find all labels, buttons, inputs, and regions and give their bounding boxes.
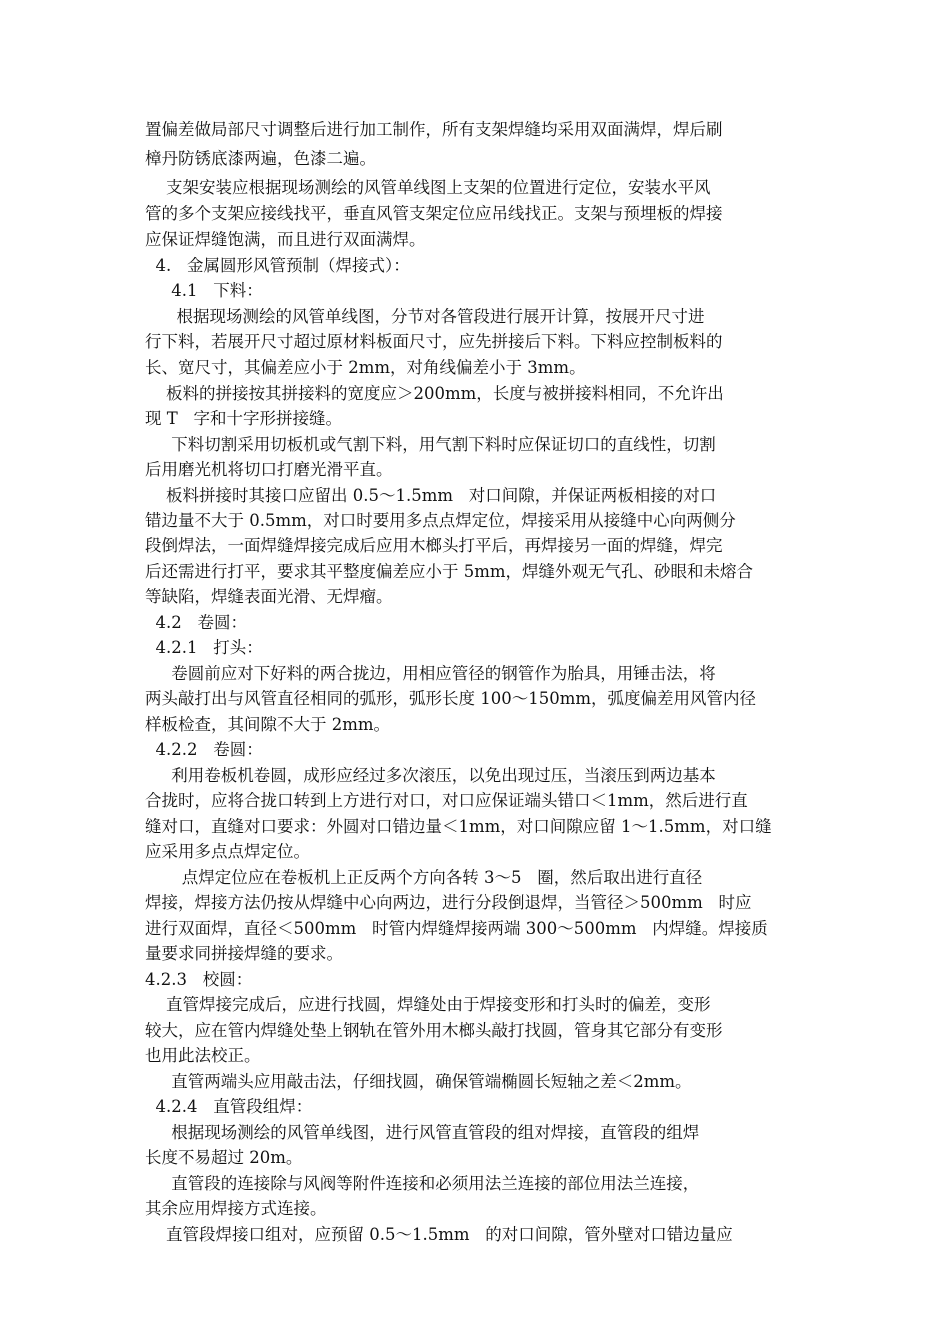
text-line: 下料切割采用切板机或气割下料，用气割下料时应保证切口的直线性，切割: [145, 435, 716, 454]
text-line: 现 T 字和十字形拼接缝。: [145, 409, 342, 428]
text-line: 焊接，焊接方法仍按从焊缝中心向两边，进行分段倒退焊，当管径＞500mm 时应: [145, 893, 752, 912]
text-line: 后用磨光机将切口打磨光滑平直。: [145, 460, 393, 479]
text-line: 支架安装应根据现场测绘的风管单线图上支架的位置进行定位，安装水平风: [145, 178, 711, 197]
subsection-heading: 4.2.2 卷圆：: [145, 740, 263, 759]
text-line: 缝对口，直缝对口要求：外圆对口错边量＜1mm，对口间隙应留 1～1.5mm，对口缝: [145, 817, 772, 836]
subsection-heading: 4.1 下料：: [145, 281, 263, 300]
subsection-heading: 4.2.1 打头：: [145, 638, 263, 657]
text-line: 直管两端头应用敲击法，仔细找圆，确保管端椭圆长短轴之差＜2mm。: [145, 1072, 692, 1091]
text-line: 点焊定位应在卷板机上正反两个方向各转 3～5 圈，然后取出进行直径: [145, 868, 703, 887]
text-line: 长度不易超过 20m。: [145, 1148, 303, 1167]
text-line: 段倒焊法，一面焊缝焊接完成后应用木榔头打平后，再焊接另一面的焊缝，焊完: [145, 536, 723, 555]
text-line: 后还需进行打平，要求其平整度偏差应小于 5mm，焊缝外观无气孔、砂眼和未熔合: [145, 562, 754, 581]
text-line: 合拢时，应将合拢口转到上方进行对口，对口应保证端头错口＜1mm，然后进行直: [145, 791, 748, 810]
text-line: 行下料，若展开尺寸超过原材料板面尺寸，应先拼接后下料。下料应控制板料的: [145, 332, 723, 351]
text-line: 长、宽尺寸，其偏差应小于 2mm，对角线偏差小于 3mm。: [145, 358, 586, 377]
text-line: 较大，应在管内焊缝处垫上钢轨在管外用木榔头敲打找圆，管身其它部分有变形: [145, 1021, 723, 1040]
text-line: 也用此法校正。: [145, 1046, 261, 1065]
subsection-heading: 4.2.3 校圆：: [145, 970, 253, 989]
text-line: 直管段的连接除与风阀等附件连接和必须用法兰连接的部位用法兰连接，: [145, 1174, 700, 1193]
text-line: 直管焊接完成后，应进行找圆，焊缝处由于焊接变形和打头时的偏差，变形: [145, 995, 711, 1014]
subsection-heading: 4.2 卷圆：: [145, 613, 247, 632]
text-line: 样板检查，其间隙不大于 2mm。: [145, 715, 391, 734]
text-line: 直管段焊接口组对，应预留 0.5～1.5mm 的对口间隙，管外壁对口错边量应: [145, 1225, 733, 1244]
text-line: 利用卷板机卷圆，成形应经过多次滚压，以免出现过压，当滚压到两边基本: [145, 766, 716, 785]
text-line: 板料拼接时其接口应留出 0.5～1.5mm 对口间隙，并保证两板相接的对口: [145, 486, 717, 505]
text-line: 置偏差做局部尺寸调整后进行加工制作，所有支架焊缝均采用双面满焊，焊后刷: [145, 120, 723, 139]
section-heading: 4. 金属圆形风管预制（焊接式）：: [145, 256, 410, 275]
text-line: 其余应用焊接方式连接。: [145, 1199, 327, 1218]
text-line: 进行双面焊，直径＜500mm 时管内焊缝焊接两端 300～500mm 内焊缝。焊接质: [145, 919, 768, 938]
text-line: 量要求同拼接焊缝的要求。: [145, 944, 343, 963]
subsection-heading: 4.2.4 直管段组焊：: [145, 1097, 313, 1116]
text-line: 根据现场测绘的风管单线图，进行风管直管段的组对焊接，直管段的组焊: [145, 1123, 700, 1142]
text-line: 根据现场测绘的风管单线图，分节对各管段进行展开计算，按展开尺寸进: [145, 307, 705, 326]
text-line: 错边量不大于 0.5mm，对口时要用多点点焊定位，焊接采用从接缝中心向两侧分: [145, 511, 736, 530]
text-line: 管的多个支架应接线找平，垂直风管支架定位应吊线找正。支架与预埋板的焊接: [145, 204, 723, 223]
text-line: 两头敲打出与风管直径相同的弧形，弧形长度 100～150mm，弧度偏差用风管内径: [145, 689, 757, 708]
text-line: 樟丹防锈底漆两遍，色漆二遍。: [145, 149, 376, 168]
text-line: 板料的拼接按其拼接料的宽度应＞200mm，长度与被拼接料相同，不允许出: [145, 384, 724, 403]
text-line: 卷圆前应对下好料的两合拢边，用相应管径的钢管作为胎具，用锤击法，将: [145, 664, 716, 683]
text-line: 等缺陷，焊缝表面光滑、无焊瘤。: [145, 587, 393, 606]
text-line: 应保证焊缝饱满，而且进行双面满焊。: [145, 230, 426, 249]
text-line: 应采用多点点焊定位。: [145, 842, 310, 861]
